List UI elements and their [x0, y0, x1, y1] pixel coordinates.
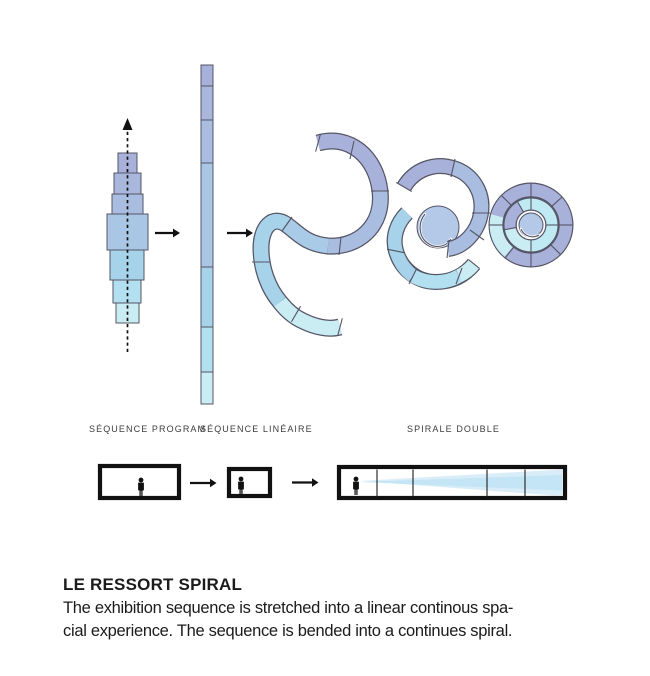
spiral-s-curve — [252, 134, 389, 335]
bar-segment — [201, 267, 213, 327]
bar-segment — [201, 65, 213, 86]
bar-segment — [201, 163, 213, 267]
spiral-open — [387, 159, 490, 284]
caption-title: LE RESSORT SPIRAL — [63, 575, 243, 594]
section-arrow-2-icon — [292, 478, 319, 486]
flow-arrow-1-icon — [155, 229, 180, 238]
sequence-program-diagram — [107, 118, 148, 352]
bar-segment — [201, 86, 213, 120]
caption-line-1: The exhibition sequence is stretched into a linear continous spa- — [63, 599, 514, 617]
label-sequence-program: SÉQUENCE PROGRAM — [89, 424, 207, 434]
spiral-double — [489, 183, 573, 267]
section-sequence — [100, 466, 565, 498]
caption-block — [63, 573, 623, 643]
section-arrow-1-icon — [190, 479, 217, 487]
bar-segment — [201, 327, 213, 372]
caption-line-2: cial experience. The sequence is bended into a continues spiral. — [63, 622, 513, 640]
flow-arrow-2-icon — [227, 229, 253, 238]
bar-segment — [201, 372, 213, 404]
bar-segment — [201, 120, 213, 163]
sequence-lineaire-diagram — [201, 65, 213, 404]
label-sequence-lineaire: SÉQUENCE LINÉAIRE — [200, 424, 313, 434]
label-spirale-double: SPIRALE DOUBLE — [407, 424, 500, 434]
section-box-small — [229, 469, 270, 496]
